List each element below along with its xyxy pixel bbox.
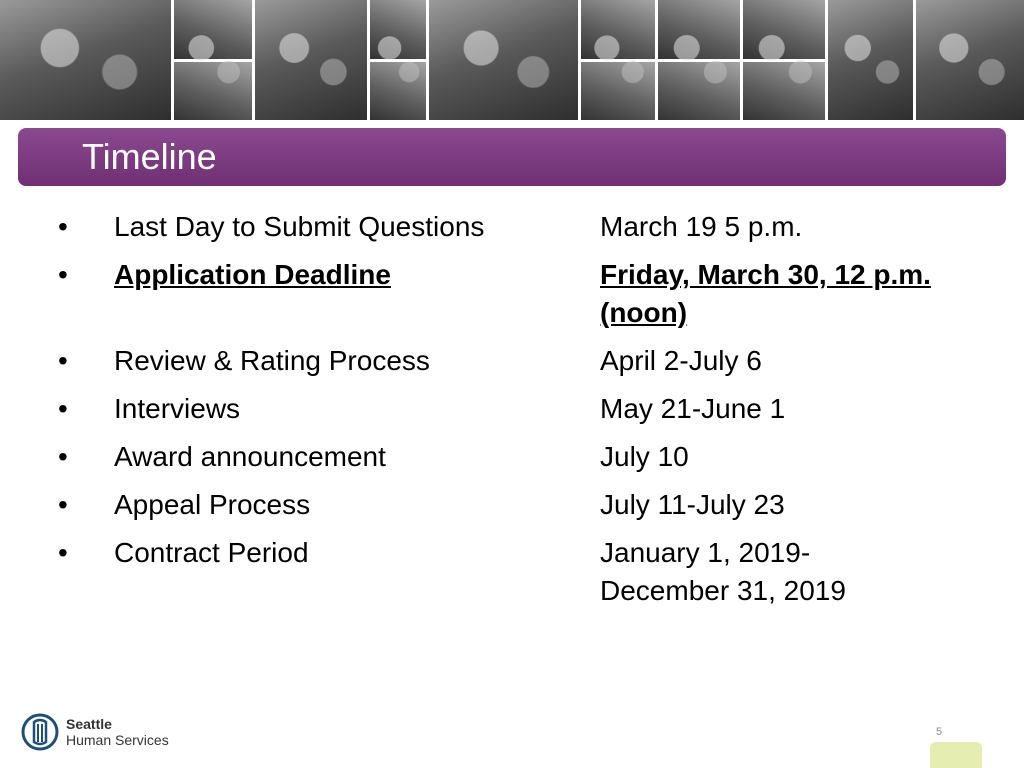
logo-line-2: Human Services: [66, 732, 169, 748]
photo-children: [174, 0, 252, 120]
photo-seniors: [429, 0, 579, 120]
bullet-icon: •: [58, 211, 68, 242]
item-label: Last Day to Submit Questions: [114, 211, 485, 242]
bullet-icon: •: [58, 489, 68, 520]
item-label: Appeal Process: [114, 489, 311, 520]
list-item: [0, 208, 1024, 256]
item-value: July 10: [600, 441, 689, 472]
corner-tab: [930, 742, 982, 768]
item-value: March 19 5 p.m.: [600, 211, 803, 242]
item-label: Award announcement: [114, 441, 386, 472]
item-value: Friday, March 30, 12 p.m. (noon): [600, 259, 931, 328]
photo-family: [0, 0, 171, 120]
list-item: [0, 438, 1024, 486]
photo-crowd: [916, 0, 1024, 120]
item-label: Contract Period: [114, 537, 309, 568]
seattle-seal-icon: [20, 712, 60, 752]
item-value: May 21-June 1: [600, 393, 786, 424]
photo-strip: [0, 0, 1024, 120]
logo-line-1: Seattle: [66, 716, 112, 732]
list-item: [0, 256, 1024, 342]
slide-title: Timeline: [82, 136, 217, 177]
photo-store: [828, 0, 914, 120]
list-item: [0, 486, 1024, 534]
item-label: Review & Rating Process: [114, 345, 430, 376]
list-item: [0, 390, 1024, 438]
item-value: July 11-July 23: [600, 489, 785, 520]
title-bar: [18, 128, 1006, 186]
photo-workers: [743, 0, 825, 120]
photo-poster: [255, 0, 367, 120]
bullet-icon: •: [58, 393, 68, 424]
list-item: [0, 342, 1024, 390]
seattle-logo: [20, 712, 169, 752]
item-value: April 2-July 6: [600, 345, 762, 376]
bullet-icon: •: [58, 441, 68, 472]
item-label: Interviews: [114, 393, 241, 424]
list-item: [0, 534, 1024, 620]
timeline-list: [0, 208, 1024, 620]
page-number: 5: [936, 726, 943, 738]
item-label: Application Deadline: [114, 259, 391, 290]
photo-pair: [581, 0, 655, 120]
bullet-icon: •: [58, 259, 68, 290]
photo-small-group: [370, 0, 426, 120]
photo-women: [658, 0, 740, 120]
bullet-icon: •: [58, 345, 68, 376]
item-value: January 1, 2019-December 31, 2019: [600, 537, 846, 606]
bullet-icon: •: [58, 537, 68, 568]
